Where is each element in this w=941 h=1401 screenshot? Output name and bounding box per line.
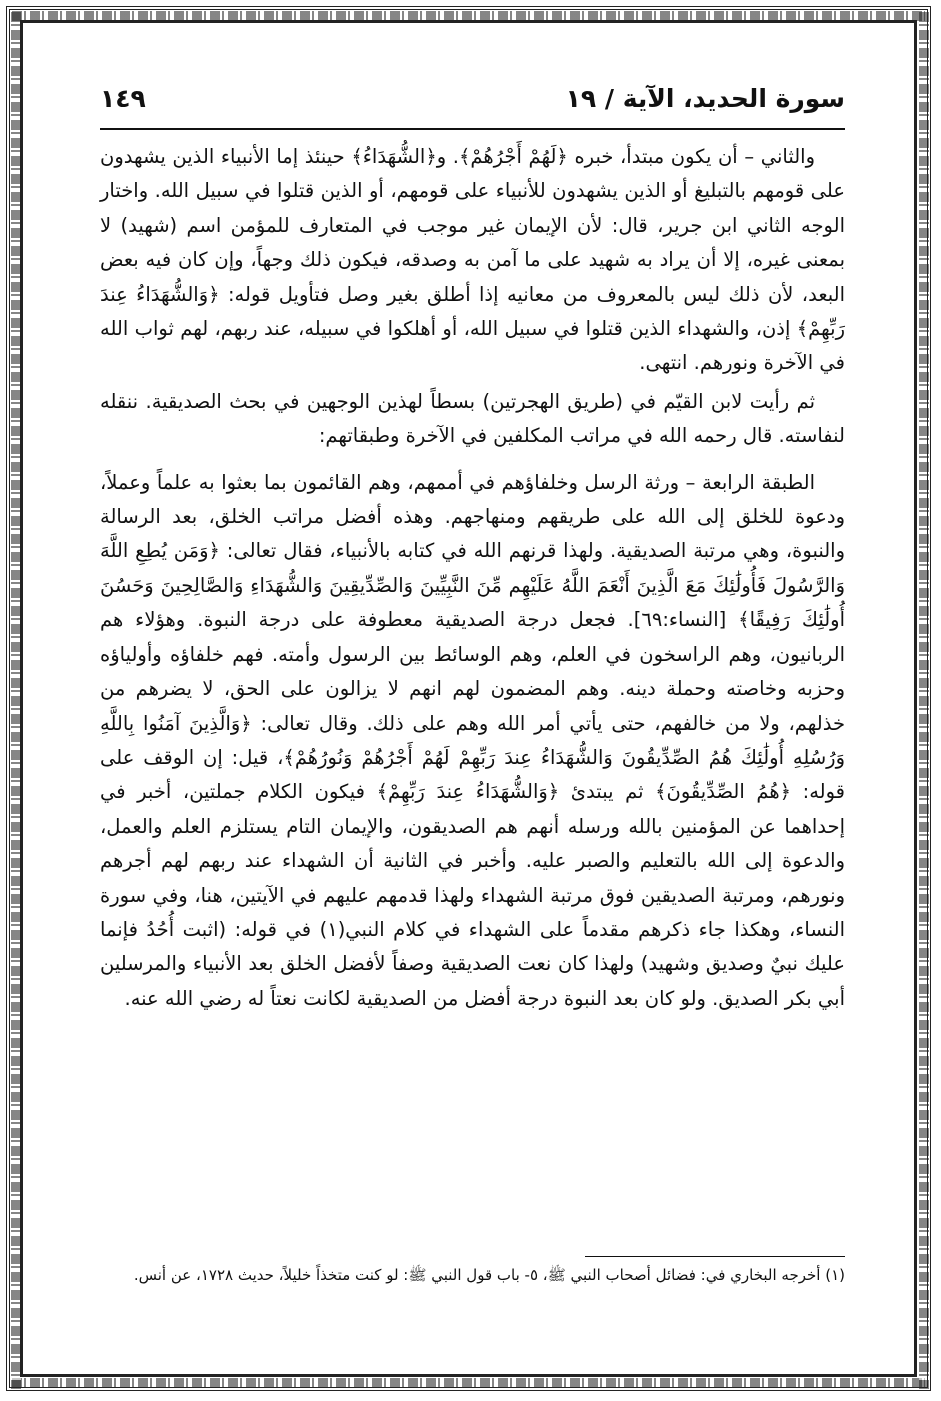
footnotes bbox=[100, 1262, 845, 1289]
running-title: سورة الحديد، الآية / ١٩ bbox=[565, 84, 845, 113]
paragraph: الطبقة الرابعة – ورثة الرسل وخلفاؤهم في أممهم، وهم القائمون بما بعثوا به علماً وعملاً، ودعوة للخلق إلى الله على طريقهم ومنهاجهم. وهذه أفضل مراتب الخلق، بعد الرسالة والنبوة، وهي مرتبة الصديقية. ولهذا قرنهم الله في كتابه بالأنبياء، فقال تعالى: ﴿وَمَن يُطِعِ اللَّهَ وَالرَّسُولَ فَأُولَٰئِكَ مَعَ الَّذِينَ أَنْعَمَ اللَّهُ عَلَيْهِم مِّنَ النَّبِيِّينَ وَالصِّدِّيقِينَ وَالشُّهَدَاءِ وَالصَّالِحِينَ وَحَسُنَ أُولَٰئِكَ رَفِيقًا﴾ [النساء:٦٩]. فجعل درجة الصديقية معطوفة على درجة النبوة. وهؤلاء هم الربانيون، وهم الراسخون في العلم، وهم الوسائط بين الرسول وأمته. فهم خلفاؤه وأولياؤه وحزبه وخاصته وحملة دينه. وهم المضمون لهم انهم لا يزالون على الحق، لا يضرهم من خذلهم، ولا من خالفهم، حتى يأتي أمر الله وهم على ذلك. وقال تعالى: ﴿وَالَّذِينَ آمَنُوا بِاللَّهِ وَرُسُلِهِ أُولَٰئِكَ هُمُ الصِّدِّيقُونَ وَالشُّهَدَاءُ عِندَ رَبِّهِمْ لَهُمْ أَجْرُهُمْ وَنُورُهُمْ﴾، قيل: إن الوقف على قوله: ﴿هُمُ الصِّدِّيقُونَ﴾ ثم يبتدئ ﴿وَالشُّهَدَاءُ عِندَ رَبِّهِمْ﴾ فيكون الكلام جملتين، أخبر في إحداهما عن المؤمنين بالله ورسله أنهم هم الصديقون، والإيمان التام يستلزم العلم والعمل، والدعوة إلى الله بالتعليم والصبر عليه. وأخبر في الثانية أن الشهداء عند ربهم لهم أجرهم ونورهم، ومرتبة الصديقين فوق مرتبة الشهداء ولهذا قدمهم عليهم في الآيتين، هنا، وفي سورة النساء، وهكذا جاء ذكرهم مقدماً على الشهداء في كلام النبي(١) في قوله: (اثبت أُحُدُ فإنما عليك نبيٌ وصديق وشهيد) ولهذا كان نعت الصديقية وصفاً لأفضل الخلق بعد الأنبياء والمرسلين أبي بكر الصديق. ولو كان بعد النبوة درجة أفضل من الصديقية لكانت نعتاً له رضي الله عنه. bbox=[100, 470, 845, 1010]
main-text bbox=[100, 140, 845, 1016]
paragraph: والثاني – أن يكون مبتدأ، خبره ﴿لَهُمْ أَجْرُهُمْ﴾. و﴿الشُّهَدَاءُ﴾ حينئذ إما الأنبياء الذين يشهدون على قومهم بالتبليغ أو الذين يشهدون للأنبياء على قومهم، أو الذين قتلوا في سبيل الله. واختار الوجه الثاني ابن جرير، قال: لأن الإيمان غير موجب في المتعارف للمؤمن اسم (شهيد) لا بمعنى غيره، إلا أن يراد به شهيد على ما آمن به وصدقه، فيكون ذلك وجهاً، وإن كان فيه بعض البعد، لأن ذلك ليس بالمعروف من معانيه إذا أطلق بغير وصل فتأويل قوله: ﴿وَالشُّهَدَاءُ عِندَ رَبِّهِمْ﴾ إذن، والشهداء الذين قتلوا في سبيل الله، أو أهلكوا في سبيله، عند ربهم، لهم ثواب الله في الآخرة ونورهم. انتهى. bbox=[100, 145, 845, 375]
header-rule bbox=[100, 128, 845, 130]
page-header bbox=[100, 84, 845, 124]
footnote: (١) أخرجه البخاري في: فضائل أصحاب النبي ﷺ، ٥- باب قول النبي ﷺ: لو كنت متخذاً خليلاً، حديث ١٧٢٨، عن أنس. bbox=[133, 1266, 845, 1284]
paragraph: ثم رأيت لابن القيّم في (طريق الهجرتين) بسطاً لهذين الوجهين في بحث الصديقية. ننقله لنفاسته. قال رحمه الله في مراتب المكلفين في الآخرة وطبقاتهم: bbox=[100, 389, 845, 448]
footnote-rule bbox=[585, 1256, 845, 1257]
page-number: ١٤٩ bbox=[100, 84, 146, 113]
